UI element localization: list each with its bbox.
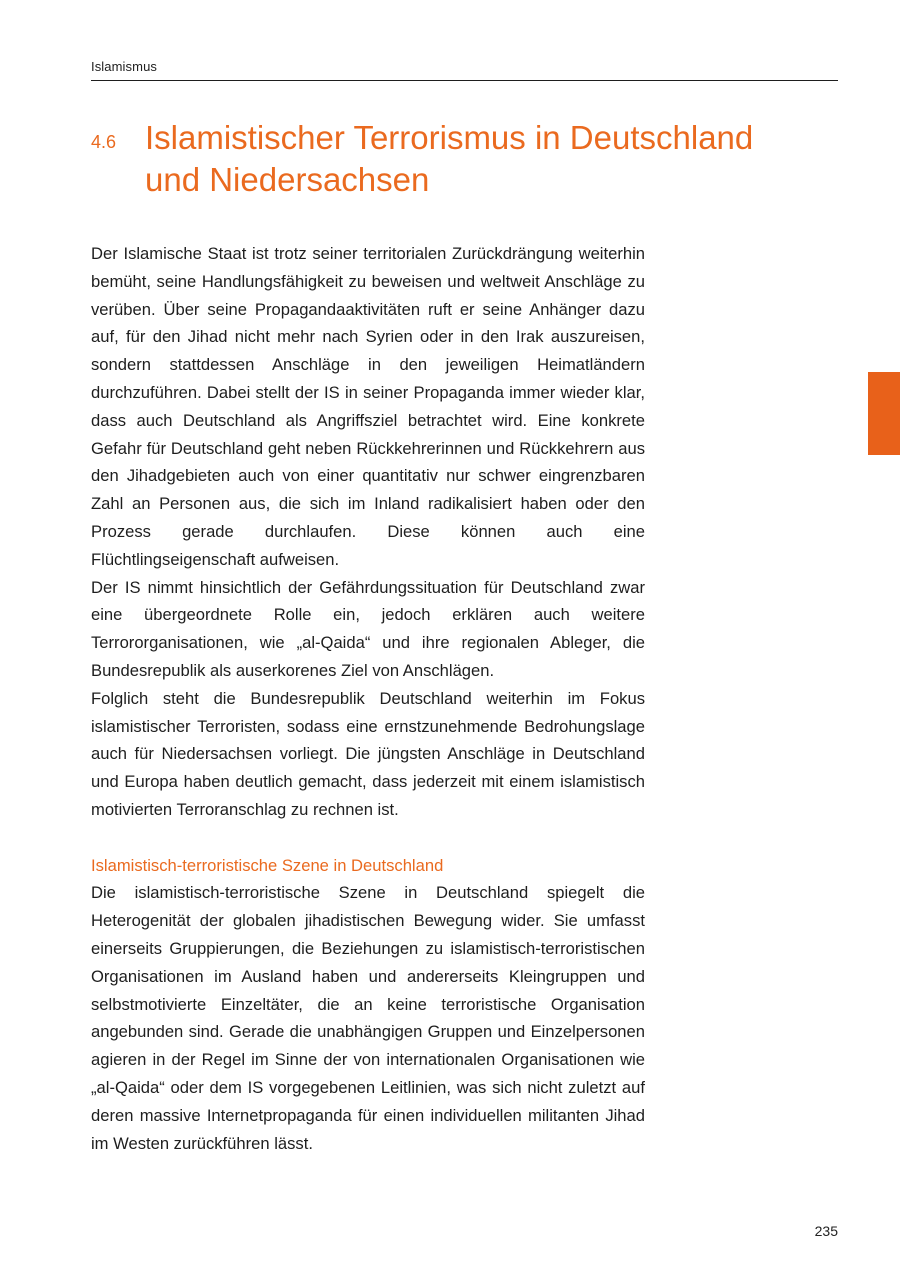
section-heading: Islamistisch-terroristische Szene in Deutschland (91, 855, 444, 875)
chapter-number: 4.6 (91, 132, 117, 152)
chapter-title: Islamistischer Terrorismus in Deutschland und Niedersachsen (145, 119, 754, 198)
header-divider (91, 80, 838, 81)
running-head: Islamismus (91, 59, 158, 74)
paragraph: Der IS nimmt hinsichtlich der Gefährdungssituation für Deutschland zwar eine übergeordnete Rolle ein, jedoch erklären auch weitere Terrororganisationen, wie „al-Qaida“ und ihre regionalen Ableger, die Bundesrepublik als auserkorenes Ziel von Anschlägen. (91, 577, 645, 680)
page-number: 235 (814, 1223, 838, 1239)
body-text (91, 240, 645, 1157)
paragraph: Der Islamische Staat ist trotz seiner territorialen Zurückdrängung weiterhin bemüht, seine Handlungsfähigkeit zu beweisen und weltweit Anschläge zu verüben. Über seine Propagandaaktivitäten ruft er seine Anhänger dazu auf, für den Jihad nicht mehr nach Syrien oder in den Irak auszureisen, sondern stattdessen Anschläge in den jeweiligen Heimatländern durchzuführen. Dabei stellt der IS in seiner Propaganda immer wieder klar, dass auch Deutschland als Angriffsziel betrachtet wird. Eine konkrete Gefahr für Deutschland geht neben Rückkehrerinnen und Rückkehrern aus den Jihadgebieten auch von einer quantitativ nur schwer eingrenzbaren Zahl an Personen aus, die sich im Inland radikalisiert haben oder den Prozess gerade durchlaufen. Diese können auch eine Flüchtlingseigenschaft aufweisen. (91, 244, 645, 569)
paragraph: Folglich steht die Bundesrepublik Deutschland weiterhin im Fokus islamistischer Terroristen, sodass eine ernstzunehmende Bedrohungslage auch für Niedersachsen vorliegt. Die jüngsten Anschläge in Deutschland und Europa haben deutlich gemacht, dass jederzeit mit einem islamistisch motivierten Terroranschlag zu rechnen ist. (91, 688, 645, 819)
chapter-tab-marker (868, 372, 900, 455)
section-paragraph: Die islamistisch-terroristische Szene in Deutschland spiegelt die Heterogenität der globalen jihadistischen Bewegung wider. Sie umfasst einerseits Gruppierungen, die Beziehungen zu islamistisch-terroristischen Organisationen im Ausland haben und andererseits Kleingruppen und selbstmotivierte Einzeltäter, die an keine terroristische Organisation angebunden sind. Gerade die unabhängigen Gruppen und Einzelpersonen agieren in der Regel im Sinne der von internationalen Organisationen wie „al-Qaida“ oder dem IS vorgegebenen Leitlinien, was sich nicht zuletzt auf deren massive Internetpropaganda für einen individuellen militanten Jihad im Westen zurückführen lässt. (91, 883, 645, 1153)
